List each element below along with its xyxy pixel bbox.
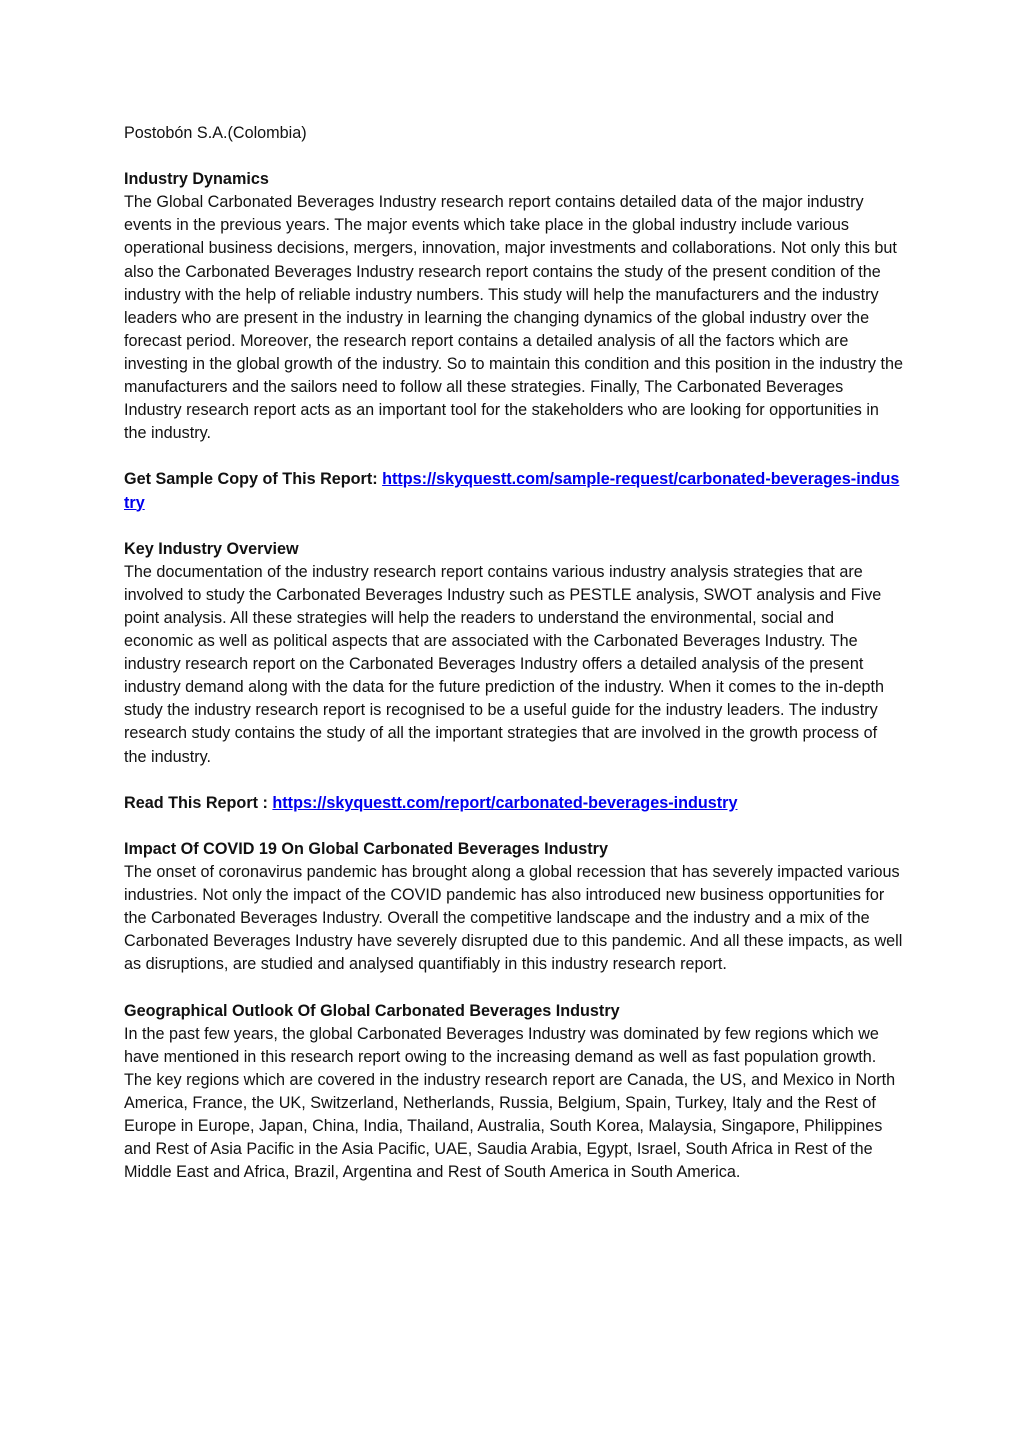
key-overview-section — [124, 538, 904, 769]
sample-copy-label: Get Sample Copy of This Report: — [124, 470, 383, 489]
read-report-label: Read This Report : — [124, 793, 273, 812]
key-overview-heading: Key Industry Overview — [124, 539, 299, 558]
sample-copy-section — [124, 468, 904, 514]
document-page — [124, 122, 904, 1207]
industry-dynamics-body: The Global Carbonated Beverages Industry research report contains detailed data of the major industry events in the previous years. The major events which take place in the global industry include various operational business decisions, mergers, innovation, major investments and collaborations. Not only this but also the Carbonated Beverages Industry research report contains the study of the present condition of the industry with the help of reliable industry numbers. This study will help the manufacturers and the industry leaders who are present in the industry in learning the changing dynamics of the global industry over the forecast period. Moreover, the research report contains a detailed analysis of all the factors which are investing in the global growth of the industry. So to maintain this condition and this position in the industry the manufacturers and the sailors need to follow all these strategies. Finally, The Carbonated Beverages Industry research report acts as an important tool for the stakeholders who are looking for opportunities in the industry. — [124, 193, 903, 443]
industry-dynamics-section — [124, 168, 904, 445]
covid-impact-body: The onset of coronavirus pandemic has brought along a global recession that has severely impacted various industries. Not only the impact of the COVID pandemic has also introduced new business opportunities for the Carbonated Beverages Industry. Overall the competitive landscape and the industry and a mix of the Carbonated Beverages Industry have severely disrupted due to this pandemic. And all these impacts, as well as disruptions, are studied and analysed quantifiably in this industry research report. — [124, 863, 903, 974]
company-line-block — [124, 122, 904, 145]
geo-outlook-heading: Geographical Outlook Of Global Carbonated Beverages Industry — [124, 1001, 620, 1020]
company-line: Postobón S.A.(Colombia) — [124, 124, 307, 142]
read-report-section — [124, 792, 904, 815]
covid-impact-section — [124, 838, 904, 977]
industry-dynamics-heading: Industry Dynamics — [124, 170, 269, 189]
geo-outlook-body: In the past few years, the global Carbonated Beverages Industry was dominated by few regions which we have mentioned in this research report owing to the increasing demand as well as fast population growth. The key regions which are covered in the industry research report are Canada, the US, and Mexico in North America, France, the UK, Switzerland, Netherlands, Russia, Belgium, Spain, Turkey, Italy and the Rest of Europe in Europe, Japan, China, India, Thailand, Australia, South Korea, Malaysia, Singapore, Philippines and Rest of Asia Pacific in the Asia Pacific, UAE, Saudia Arabia, Egypt, Israel, South Africa in Rest of the Middle East and Africa, Brazil, Argentina and Rest of South America in South America. — [124, 1024, 896, 1182]
covid-impact-heading: Impact Of COVID 19 On Global Carbonated Beverages Industry — [124, 839, 608, 858]
sample-copy-link[interactable]: https://skyquestt.com/sample-request/carbonated-beverages-industry — [124, 470, 900, 512]
geo-outlook-section — [124, 1000, 904, 1185]
key-overview-body: The documentation of the industry research report contains various industry analysis strategies that are involved to study the Carbonated Beverages Industry such as PESTLE analysis, SWOT analysis and Five point analysis. All these strategies will help the readers to understand the environmental, social and economic as well as political aspects that are associated with the Carbonated Beverages Industry. The industry research report on the Carbonated Beverages Industry offers a detailed analysis of the present industry demand along with the data for the future prediction of the industry. When it comes to the in-depth study the industry research report is recognised to be a useful guide for the industry leaders. The industry research study contains the study of all the important strategies that are involved in the growth process of the industry. — [124, 562, 885, 766]
read-report-link[interactable]: https://skyquestt.com/report/carbonated-beverages-industry — [272, 793, 738, 812]
